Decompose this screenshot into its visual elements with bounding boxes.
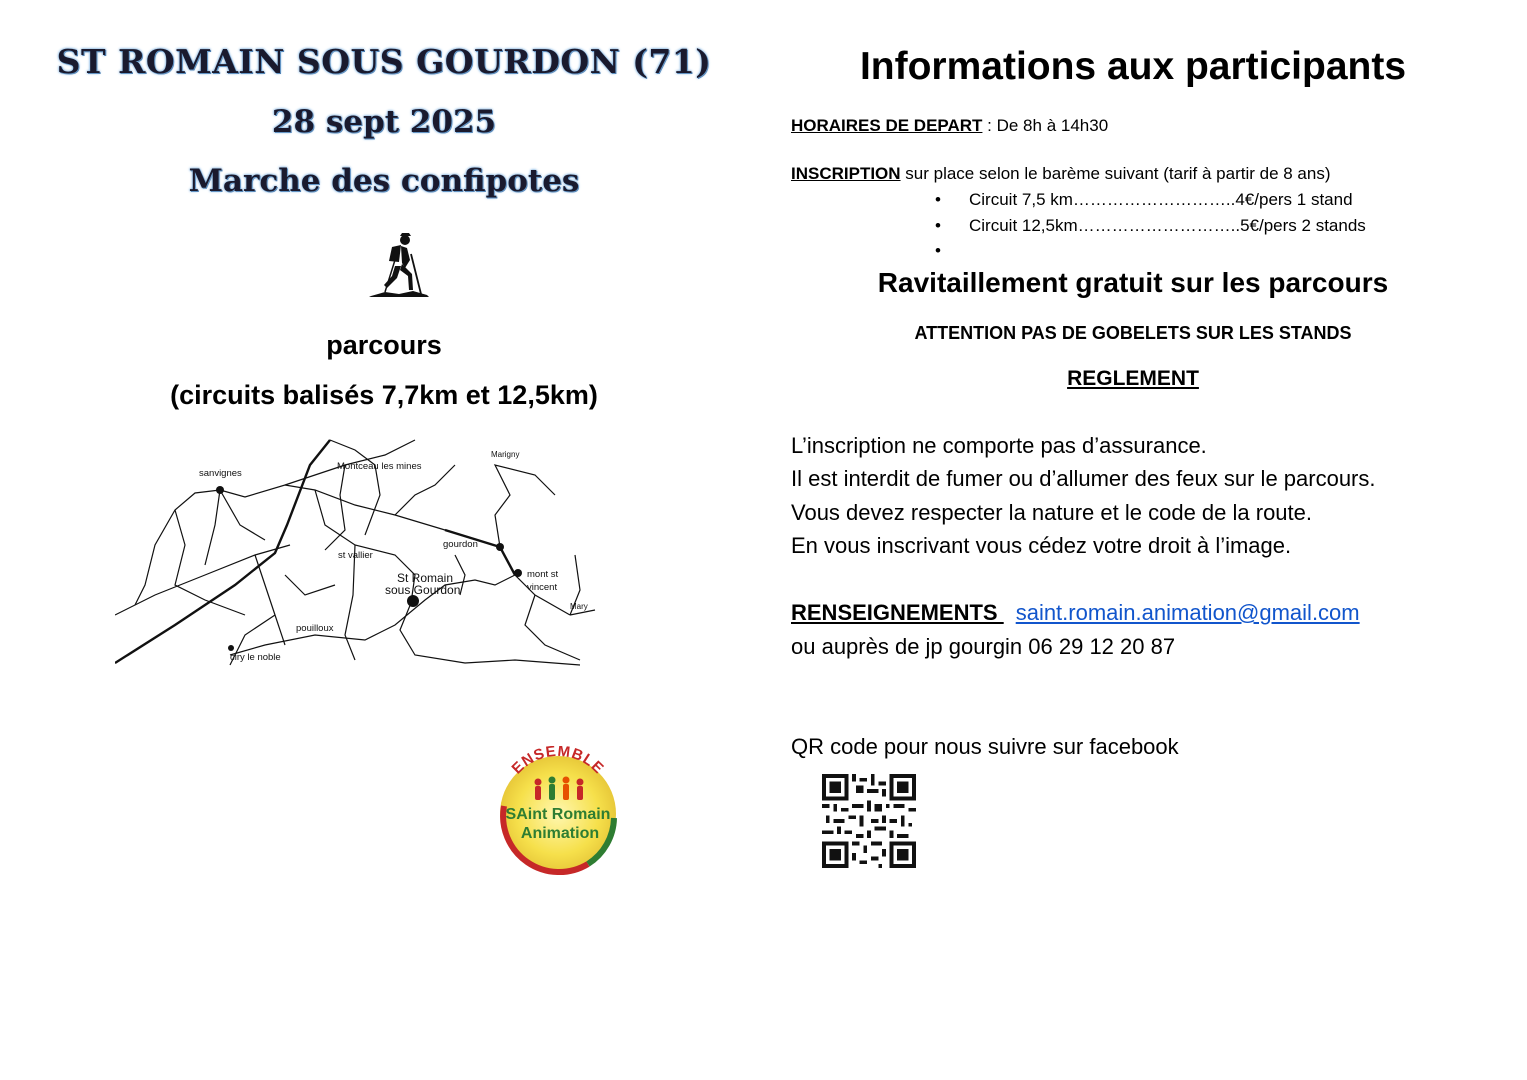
email-link[interactable]: saint.romain.animation@gmail.com: [1015, 600, 1360, 625]
reglement-heading: REGLEMENT: [1067, 367, 1199, 390]
horaires-value: : De 8h à 14h30: [982, 116, 1109, 135]
event-date: 28 sept 2025: [271, 104, 497, 140]
map-label-sanvignes: sanvignes: [199, 468, 242, 479]
inscription-text: sur place selon le barème suivant (tarif à partir de 8 ans): [900, 164, 1331, 183]
list-item: • Circuit 12,5km………………………..5€/pers 2 stands: [935, 216, 1366, 235]
map-label-st-vallier: st vallier: [338, 550, 373, 561]
map-label-mont-st: mont st: [527, 569, 559, 580]
saint-romain-animation-logo: [488, 746, 628, 876]
contact-line: ou auprès de jp gourgin 06 29 12 20 87: [791, 634, 1176, 659]
parcours-heading: parcours: [326, 330, 442, 360]
list-item: • Circuit 7,5 km………………………..4€/pers 1 stand: [935, 190, 1353, 209]
renseignements-line: [791, 600, 1360, 626]
map-label-gourdon: gourdon: [443, 539, 478, 550]
map-label-vincent: vincent: [527, 582, 558, 593]
facebook-qr-code[interactable]: [822, 774, 916, 868]
route-map: [115, 435, 600, 670]
bullet-text: Circuit 12,5km………………………..5€/pers 2 stands: [969, 216, 1366, 235]
event-location-title: ST ROMAIN SOUS GOURDON (71): [56, 42, 712, 81]
renseignements-label: RENSEIGNEMENTS: [791, 600, 1004, 625]
reglement-line: Vous devez respecter la nature et le code de la route.: [791, 500, 1312, 525]
map-label-sous-gourdon: sous Gourdon: [385, 583, 461, 597]
ravitaillement-heading: Ravitaillement gratuit sur les parcours: [877, 267, 1389, 298]
map-label-marigny: Marigny: [491, 450, 520, 459]
list-item: •: [935, 241, 941, 260]
reglement-line: En vous inscrivant vous cédez votre droit à l’image.: [791, 533, 1292, 558]
map-label-st-romain: St Romain: [397, 571, 454, 585]
map-label-ciry: ciry le noble: [230, 652, 281, 663]
info-title: Informations aux participants: [859, 45, 1407, 88]
horaires-line: [791, 116, 1108, 136]
inscription-line: [791, 164, 1331, 184]
circuits-description: (circuits balisés 7,7km et 12,5km): [170, 380, 598, 410]
event-name: Marche des confipotes: [188, 163, 580, 199]
bullet-text: Circuit 7,5 km………………………..4€/pers 1 stand: [969, 190, 1353, 209]
inscription-label: INSCRIPTION: [791, 164, 901, 183]
logo-line2: Animation: [520, 825, 600, 842]
attention-notice: ATTENTION PAS DE GOBELETS SUR LES STANDS: [914, 323, 1352, 343]
hiker-icon: [365, 230, 435, 300]
logo-arc-text: ENSEMBLE: [508, 746, 608, 778]
map-label-montceau: Montceau les mines: [337, 461, 422, 472]
map-label-mary: Mary: [570, 602, 588, 611]
map-label-pouilloux: pouilloux: [296, 623, 334, 634]
horaires-label: HORAIRES DE DEPART: [791, 116, 983, 135]
logo-line1: SAint Romain: [505, 806, 611, 823]
reglement-line: L’inscription ne comporte pas d’assurance.: [791, 433, 1207, 458]
qr-caption: QR code pour nous suivre sur facebook: [791, 734, 1179, 759]
reglement-line: Il est interdit de fumer ou d’allumer des feux sur le parcours.: [791, 466, 1376, 491]
